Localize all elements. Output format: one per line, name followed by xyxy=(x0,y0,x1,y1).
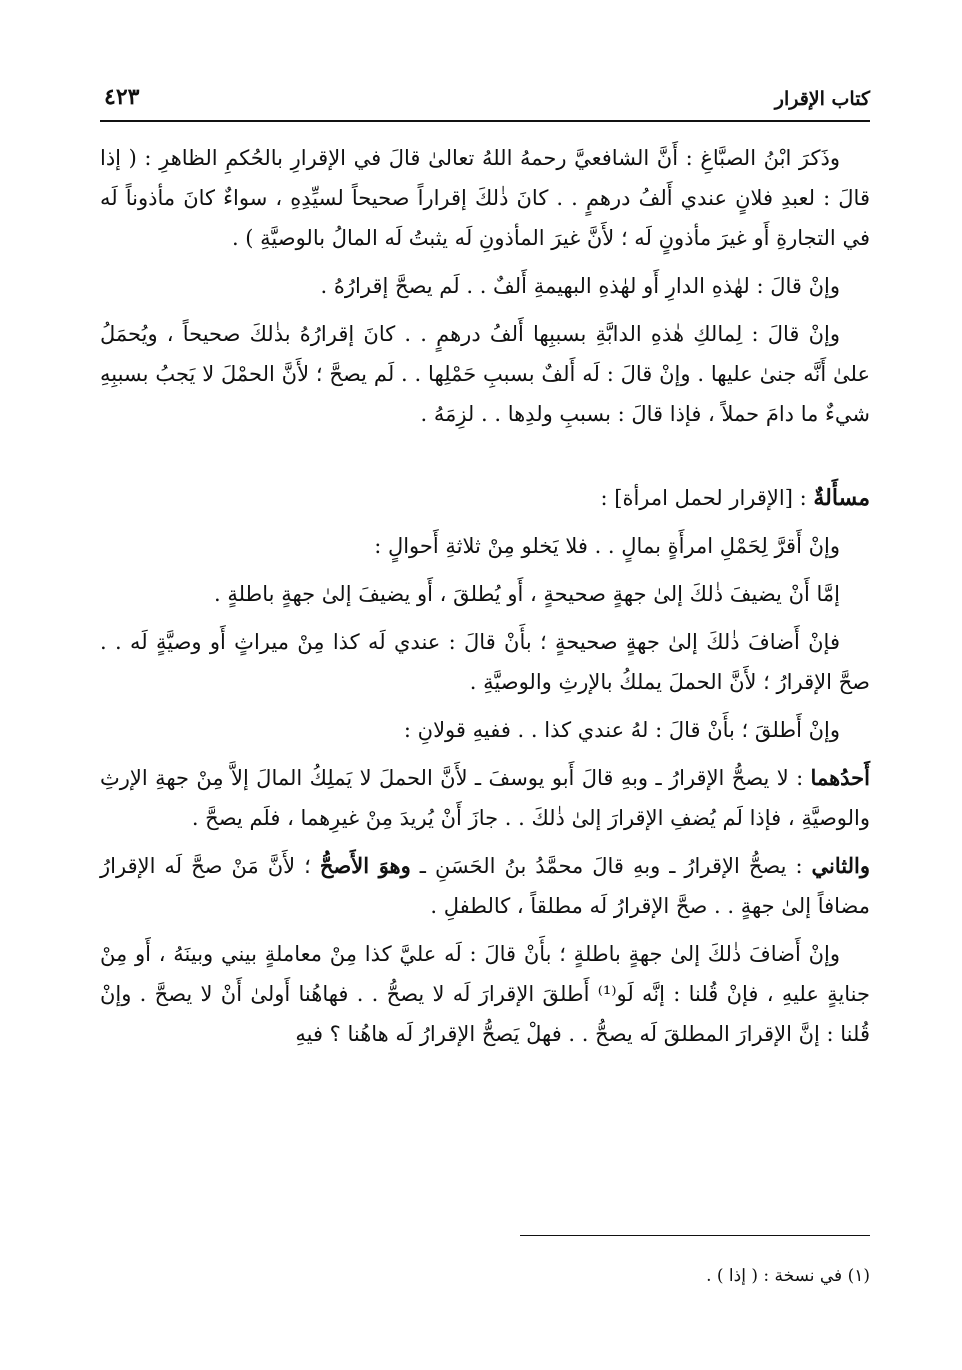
paragraph-house-animal: وإنْ قالَ : لهٰذهِ الدارِ أَو لهٰذهِ البهيمةِ أَلفٌ . . لَم يصحَّ إقرارُهُ . xyxy=(320,274,840,298)
page-number: ٤٢٣ xyxy=(104,84,140,110)
masala-title: مسأَلةٌ xyxy=(813,485,870,511)
paragraph-second-opinion xyxy=(100,846,870,926)
paragraph-unqualified: وإنْ أَطلقَ ؛ بأَنْ قالَ : لهُ عندي كذا . . ففيهِ قولانِ : xyxy=(403,718,840,742)
page-header xyxy=(100,84,870,122)
paragraph-pregnancy-acknowledgment: وإنْ أَقرَّ لِحَمْلِ امرأَةٍ بمالٍ . . فلا يَخلو مِنْ ثلاثةِ أَحوالٍ : xyxy=(374,534,840,558)
paragraph-invalid-cause: وإنْ أَضافَ ذٰلكَ إلىٰ جهةٍ باطلةٍ ؛ بأَنْ قالَ : لَه عليَّ كذا مِنْ معاملةٍ بيني وبينَهُ ، أَو مِنْ جنايةٍ عليهِ ، فإنْ قُلنا : إنَّه لَو⁽¹⁾ أَطلقَ الإقرارَ لَه لا يصحُّ . . فهاهُنا أَولىٰ أَنْ لا يصحَّ . وإنْ قُلنا : إنَّ الإقرارَ المطلقَ لَه يصحُّ . . فهلْ يَصحُّ الإقرارُ لَه هاهُنا ؟ فيهِ xyxy=(100,942,871,1046)
second-opinion-label: والثاني xyxy=(811,853,871,878)
masala-heading xyxy=(100,478,870,518)
footnote: (١) في نسخة : ( إذا ) . xyxy=(706,1266,870,1286)
paragraph-ibn-sabbagh: وذَكرَ ابْنُ الصبَّاغِ : أَنَّ الشافعيَّ رحمهُ اللهُ تعالىٰ قالَ في الإقرارِ بالحُكمِ الظاهرِ : ( إذا قالَ : لعبدِ فلانٍ عندي أَلفُ درهمٍ . . كانَ ذٰلكَ إقراراً صحيحاً لسيِّدِهِ ، سواءٌ كانَ مأذوناً لَه في التجارةِ أَو غيرَ مأذونٍ لَه ؛ لأَنَّ غيرَ المأذونِ لَه يثبتُ لَه المالُ بالوصيَّةِ ) . xyxy=(100,146,870,250)
page-body xyxy=(100,138,870,1062)
second-opinion-text: : يصحُّ الإقرارُ ـ وبهِ قالَ محمَّدُ بنُ الحَسَنِ ـ xyxy=(410,854,812,878)
footnote-divider xyxy=(520,1235,870,1236)
paragraph-animal-owner: وإنْ قالَ : لِمالكِ هٰذهِ الدابَّةِ بسببِها أَلفُ درهمٍ . . كانَ إقرارُهُ بذٰلكَ صحيحاً ، ويُحمَلُ علىٰ أَنَّه جنىٰ عليها . وإنْ قالَ : لَه أَلفٌ بسببِ حَمْلِها . . لَم يصحَّ ؛ لأَنَّ الحمْلَ لا يَجبُ بسببِهِ شيءٌ ما دامَ حملاً ، فإذا قالَ : بسببِ ولدِها . . لزِمَهُ . xyxy=(100,322,870,426)
second-opinion-preferred: وهوَ الأَصحُّ xyxy=(319,853,411,878)
paragraph-three-cases: إمَّا أَنْ يضيفَ ذٰلكَ إلىٰ جهةٍ صحيحةٍ ، أَو يُطلقَ ، أَو يضيفَ إلىٰ جهةٍ باطلةٍ . xyxy=(214,582,840,606)
second-opinion-reason: ؛ لأَنَّ مَنْ صحَّ لَه الإقرارُ مضافاً إلىٰ جهةٍ . . صحَّ الإقرارُ لَه مطلقاً ، كالطفلِ . xyxy=(100,854,870,918)
first-opinion-text: : لا يصحُّ الإقرارُ ـ وبهِ قالَ أَبو يوسفَ ـ لأَنَّ الحملَ لا يَملِكُ المالَ إلاَّ مِنْ جهةِ الإرثِ والوصيَّةِ ، فإذا لَم يُضفِ الإقرارَ إلىٰ ذٰلكَ . . جازَ أَنْ يُريدَ مِنْ غيرِهما ، فلَم يصحَّ . xyxy=(100,766,870,830)
running-title: كتاب الإقرار xyxy=(774,88,870,110)
section-gap xyxy=(100,442,870,478)
paragraph-valid-cause: فإنْ أَضافَ ذٰلكَ إلىٰ جهةٍ صحيحةٍ ؛ بأَنْ قالَ : عندي لَه كذا مِنْ ميراثٍ أَو وصيَّةٍ لَه . . صحَّ الإقرارُ ؛ لأَنَّ الحملَ يملكُ بالإرثِ والوصيَّةِ . xyxy=(100,630,870,694)
masala-subtitle: : [الإقرار لحمل امرأة] : xyxy=(600,486,807,510)
first-opinion-label: أَحدُهما xyxy=(810,765,870,790)
paragraph-first-opinion xyxy=(100,758,870,838)
